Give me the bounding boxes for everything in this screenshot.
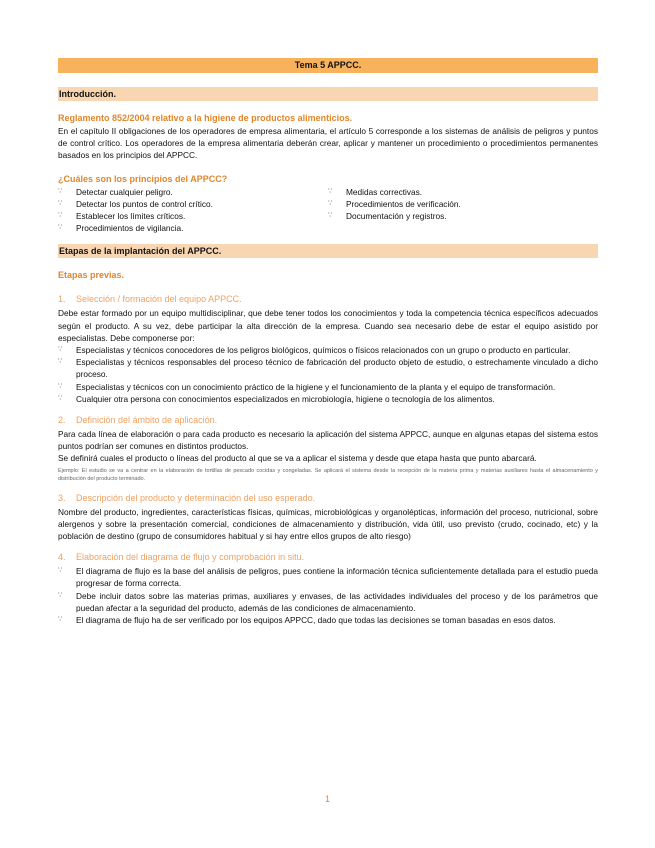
list-item xyxy=(58,210,328,222)
stage-paragraph: Debe estar formado por un equipo multidisciplinar, que debe tener todos los conocimientos y toda la competencia técnica específicos adecuados según el producto. A su vez, debe participar la alta dirección de la empresa. Cuando sea necesario debe de estar el equipo asistido por especialistas. Debe componerse por: xyxy=(58,308,598,343)
list-item xyxy=(58,565,598,589)
stage-section xyxy=(58,493,598,553)
list-item xyxy=(58,186,328,198)
list-item-text: Procedimientos de verificación. xyxy=(346,198,461,209)
bullet-icon: ∵ xyxy=(58,382,63,390)
stage-section xyxy=(58,294,598,415)
list-item xyxy=(58,590,598,614)
bullet-icon: ∵ xyxy=(58,346,63,354)
page-number: 1 xyxy=(324,794,330,804)
bullet-icon: ∵ xyxy=(58,224,63,232)
stage-paragraph: Nombre del producto, ingredientes, características físicas, químicas, microbiológicas y organolépticas, información del proceso, nutricional, sobre alergenos y sobre la presentación comercial, condiciones de almacenamiento y distribución, vida útil, uso previsto (crudo, cocinado, etc) y la población de destino (grupo de consumidores habitual y si hay entre ellos grupos de alto riesgo) xyxy=(58,506,598,542)
list-item-text: Medidas correctivas. xyxy=(346,186,423,197)
stage-bullet-list xyxy=(58,565,598,626)
stage-paragraph: Para cada línea de elaboración o para cada producto es necesario la aplicación del sistema APPCC, aunque en algunas etapas del sistema estos puntos podrían ser comunes en distintos productos. xyxy=(58,429,598,452)
list-item-text: Procedimientos de vigilancia. xyxy=(76,223,184,234)
list-item xyxy=(58,344,598,356)
bullet-icon: ∵ xyxy=(58,394,63,402)
list-item-text: Detectar los puntos de control crítico. xyxy=(76,198,213,209)
list-item-text: Debe incluir datos sobre las materias primas, auxiliares y envases, de las actividades individuales del proceso y de los parámetros que puedan afectar a la seguridad del producto, además de las condiciones de almacenamiento. xyxy=(76,590,598,613)
list-item xyxy=(58,381,598,393)
bullet-icon: ∵ xyxy=(58,358,63,366)
regulation-heading: Reglamento 852/2004 relativo a la higiene de productos alimenticios. xyxy=(58,113,353,123)
bullet-icon: ∵ xyxy=(58,567,63,575)
list-item xyxy=(328,210,598,222)
stage-heading xyxy=(58,552,598,563)
stage-heading-text: Descripción del producto y determinación del uso esperado. xyxy=(76,492,316,503)
stage-bullet-list xyxy=(58,344,598,405)
stage-heading xyxy=(58,493,598,504)
previous-stages-heading: Etapas previas. xyxy=(58,270,125,281)
stage-section xyxy=(58,552,598,636)
list-item xyxy=(58,393,598,405)
list-item-text: El diagrama de flujo es la base del análisis de peligros, pues contiene la información técnica suficientemente detallada para el estudio pueda progresar de forma correcta. xyxy=(76,566,598,589)
principles-heading: ¿Cuáles son los principios del APPCC? xyxy=(58,173,228,184)
section-bar-introduction: Introducción. xyxy=(58,87,598,101)
list-item xyxy=(328,186,598,198)
stages-list xyxy=(58,294,598,636)
stage-number: 4. xyxy=(58,552,66,563)
stage-heading-text: Selección / formación del equipo APPCC. xyxy=(76,294,242,305)
bullet-icon: ∵ xyxy=(58,199,63,207)
list-item-text: Documentación y registros. xyxy=(346,211,447,222)
stage-number: 1. xyxy=(58,294,66,305)
list-item-text: Especialistas y técnicos conocedores de los peligros biológicos, químicos o físicos relacionados con un grupo o producto en particular. xyxy=(76,345,571,356)
list-item xyxy=(58,222,328,234)
bullet-icon: ∵ xyxy=(58,212,63,220)
stage-number: 3. xyxy=(58,492,66,503)
list-item xyxy=(58,614,598,626)
bullet-icon: ∵ xyxy=(328,187,333,195)
bullet-icon: ∵ xyxy=(328,199,333,207)
stage-heading-text: Definición del ámbito de aplicación. xyxy=(76,415,218,426)
stage-number: 2. xyxy=(58,415,66,426)
example-note: Ejemplo: El estudio se va a centrar en la elaboración de tortillas de pescado cocidas y congeladas. Se aplicará el sistema desde la recepción de la materia prima y materias auxiliares hasta el almacenamiento y distribución del producto terminado. xyxy=(58,467,598,482)
regulation-text: En el capítulo II obligaciones de los operadores de empresa alimentaria, el artículo 5 corresponde a los sistemas de análisis de peligros y puntos de control crítico. Los operadores de la empresa alimentaria deberán crear, aplicar y mantener un procedimiento o procedimientos permanentes basados en los principios del APPCC. xyxy=(58,126,598,161)
principles-right-column xyxy=(328,186,598,235)
list-item-text: Especialistas y técnicos responsables del proceso técnico de fabricación del producto objeto de estudio, o estrechamente vinculado a dicho proceso. xyxy=(76,357,598,380)
list-item xyxy=(58,356,598,380)
stage-heading xyxy=(58,415,598,426)
list-item-text: El diagrama de flujo ha de ser verificado por los equipos APPCC, dado que todas las decisiones se toman basadas en esos datos. xyxy=(76,615,556,626)
stage-paragraph: Se definirá cuales el producto o líneas del producto al que se va a aplicar el sistema y desde que etapa hasta que punto abarcará. xyxy=(58,453,537,464)
list-item-text: Detectar cualquier peligro. xyxy=(76,186,173,197)
bullet-icon: ∵ xyxy=(328,212,333,220)
list-item-text: Especialistas y técnicos con un conocimiento práctico de la higiene y el funcionamiento de la planta y el equipo de transformación. xyxy=(76,381,556,392)
bullet-icon: ∵ xyxy=(58,591,63,599)
list-item xyxy=(58,198,328,210)
document-page xyxy=(58,58,598,636)
document-title: Tema 5 APPCC. xyxy=(58,58,598,73)
list-item xyxy=(328,198,598,210)
list-item-text: Cualquier otra persona con conocimientos especializados en microbiología, higiene o tecnología de los alimentos. xyxy=(76,393,495,404)
stage-heading xyxy=(58,294,598,305)
list-item-text: Establecer los límites críticos. xyxy=(76,211,186,222)
section-bar-stages: Etapas de la implantación del APPCC. xyxy=(58,244,598,258)
principles-left-column xyxy=(58,186,328,235)
bullet-icon: ∵ xyxy=(58,616,63,624)
principles-list xyxy=(58,186,598,235)
stage-section xyxy=(58,415,598,493)
bullet-icon: ∵ xyxy=(58,187,63,195)
stage-heading-text: Elaboración del diagrama de flujo y comprobación in situ. xyxy=(76,552,305,563)
